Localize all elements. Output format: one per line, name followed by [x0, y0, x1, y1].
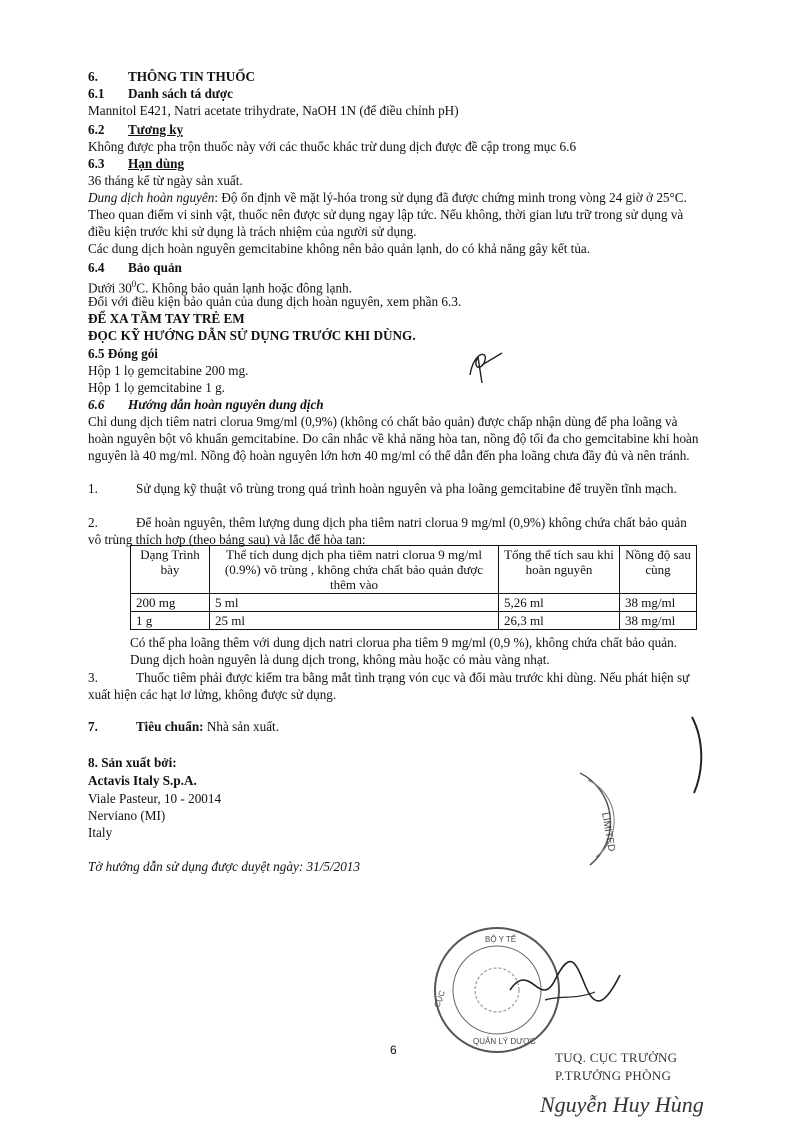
after-table-text: Có thể pha loãng thêm với dung dịch natri clorua pha tiêm 9 mg/ml (0,9 %), không chứa chất bảo quản. Dung dịch hoàn nguyên là dung dịch trong, không màu hoặc có màu vàng nhạt. — [130, 635, 677, 667]
manufacturer-address-2: Nerviano (MI) — [88, 808, 166, 823]
section-6-2-text: Không được pha trộn thuốc này với các thuốc khác trừ dung dịch được đề cập trong mục 6.6 — [88, 139, 577, 154]
table-cell: 25 ml — [210, 612, 499, 630]
reconstitution-table — [130, 545, 697, 630]
section-6-1-text: Mannitol E421, Natri acetate trihydrate, NaOH 1N (để điều chỉnh pH) — [88, 103, 459, 118]
page-number: 6 — [390, 1043, 397, 1057]
signature-name: Nguyễn Huy Hùng — [540, 1092, 704, 1117]
stamp-left-text: CỤC — [432, 989, 447, 1009]
section-6-6-paragraph: Chỉ dung dịch tiêm natri clorua 9mg/ml (0,9%) (không có chất bảo quản) được chấp nhận dùng để pha loãng và hoàn nguyên bột vô khuẩn gemcitabine. Do cân nhắc về khả năng hòa tan, nồng độ tối đa cho gemcitabine khi hoàn nguyên là 40 mg/ml. Nồng độ hoàn nguyên lớn hơn 40 mg/ml có thể dẫn đến pha loãng chưa đầy đủ và nên tránh. — [88, 414, 699, 463]
section-6-heading: 6. THÔNG TIN THUỐC — [88, 69, 256, 84]
margin-bracket-mark — [688, 715, 708, 795]
section-7: 7. Tiêu chuẩn: Nhà sản xuất. — [88, 719, 280, 734]
stamp-top-text: BỘ Y TẾ — [485, 935, 517, 944]
section-6-3-text3: Các dung dịch hoàn nguyên gemcitabine không nên bảo quản lạnh, do có khả năng gây kết tủa. — [88, 241, 591, 256]
table-row — [131, 594, 697, 612]
stamp-bottom-text: QUẢN LÝ DƯỢC — [473, 1037, 536, 1046]
instruction-2: 2. Để hoàn nguyên, thêm lượng dung dịch pha tiêm natri clorua 9 mg/ml (0,9%) không chứa chất bảo quản vô trùng thích hợp (theo bảng sau) và lắc để hòa tan: — [88, 515, 687, 547]
table-cell: 26,3 ml — [499, 612, 620, 630]
section-6-3-text1: 36 tháng kể từ ngày sản xuất. — [88, 173, 243, 188]
manufacturer-heading: 8. Sản xuất bởi: — [88, 755, 177, 770]
table-cell: 5,26 ml — [499, 594, 620, 612]
table-header-cell: Nồng độ sau cùng — [620, 546, 697, 594]
approval-date: Tờ hướng dẫn sử dụng được duyệt ngày: 31/5/2013 — [88, 859, 360, 874]
section-6-3-text2: Dung dịch hoàn nguyên: Độ ổn định về mặt lý-hóa trong sử dụng đã được chứng minh trong vòng 24 giờ ở 25°C. Theo quan điểm vi sinh vật, thuốc nên được sử dụng ngay lập tức. Nếu không, thời gian lưu trữ trong sử dụng và điều kiện trước khi sử dụng là trách nhiệm của người sử dụng. — [88, 190, 687, 239]
section-6-5-line1: Hộp 1 lọ gemcitabine 200 mg. — [88, 363, 249, 378]
table-row — [131, 612, 697, 630]
manufacturer-name: Actavis Italy S.p.A. — [88, 773, 197, 788]
table-header-row — [131, 546, 697, 594]
section-6-2-heading: 6.2 Tương kỵ — [88, 122, 184, 137]
table-header-cell: Tổng thể tích sau khi hoàn nguyên — [499, 546, 620, 594]
section-6-1-heading: 6.1 Danh sách tá dược — [88, 86, 233, 101]
table-header-cell: Thể tích dung dịch pha tiêm natri clorua 9 mg/ml (0.9%) vô trùng , không chứa chất bảo quản được thêm vào — [210, 546, 499, 594]
table-cell: 200 mg — [131, 594, 210, 612]
limited-stamp-text: LIMITED — [599, 811, 617, 853]
section-6-4-text2: Đối với điều kiện bảo quản của dung dịch hoàn nguyên, xem phần 6.3. — [88, 294, 462, 309]
table-header-cell: Dạng Trình bày — [131, 546, 210, 594]
section-6-4-heading: 6.4 Bảo quản — [88, 260, 182, 275]
warning-read-instructions: ĐỌC KỸ HƯỚNG DẪN SỬ DỤNG TRƯỚC KHI DÙNG. — [88, 328, 416, 343]
signature-title-1: TUQ. CỤC TRƯỞNG — [555, 1050, 678, 1065]
section-6-3-heading: 6.3 Hạn dùng — [88, 156, 185, 171]
warning-keep-away: ĐỂ XA TẦM TAY TRẺ EM — [88, 311, 245, 326]
signature-title-2: P.TRƯỞNG PHÒNG — [555, 1068, 672, 1083]
table-cell: 38 mg/ml — [620, 612, 697, 630]
signature-scribble — [505, 950, 625, 1020]
table-cell: 1 g — [131, 612, 210, 630]
manufacturer-address-3: Italy — [88, 825, 113, 840]
instruction-3: 3. Thuốc tiêm phải được kiểm tra bằng mắt tình trạng vón cục và đổi màu trước khi dùng. Nếu phát hiện sự xuất hiện các hạt lơ lửng, không được sử dụng. — [88, 670, 690, 702]
initials-mark — [462, 345, 507, 385]
limited-stamp-graphic — [560, 765, 630, 875]
table-cell: 5 ml — [210, 594, 499, 612]
section-6-6-heading: 6.6 Hướng dẫn hoàn nguyên dung dịch — [88, 397, 324, 412]
manufacturer-address-1: Viale Pasteur, 10 - 20014 — [88, 791, 222, 806]
table-cell: 38 mg/ml — [620, 594, 697, 612]
section-6-5-line2: Hộp 1 lọ gemcitabine 1 g. — [88, 380, 225, 395]
reconstituted-label: Dung dịch hoàn nguyên — [88, 190, 215, 205]
section-6-4-text1: Dưới $30^0C$. Không bảo quản lạnh hoặc đông lạnh. — [88, 279, 353, 296]
section-6-5-heading: 6.5 Đóng gói — [88, 346, 158, 361]
instruction-1: 1. Sử dụng kỹ thuật vô trùng trong quá trình hoàn nguyên và pha loãng gemcitabine để truyền tĩnh mạch. — [88, 481, 677, 496]
